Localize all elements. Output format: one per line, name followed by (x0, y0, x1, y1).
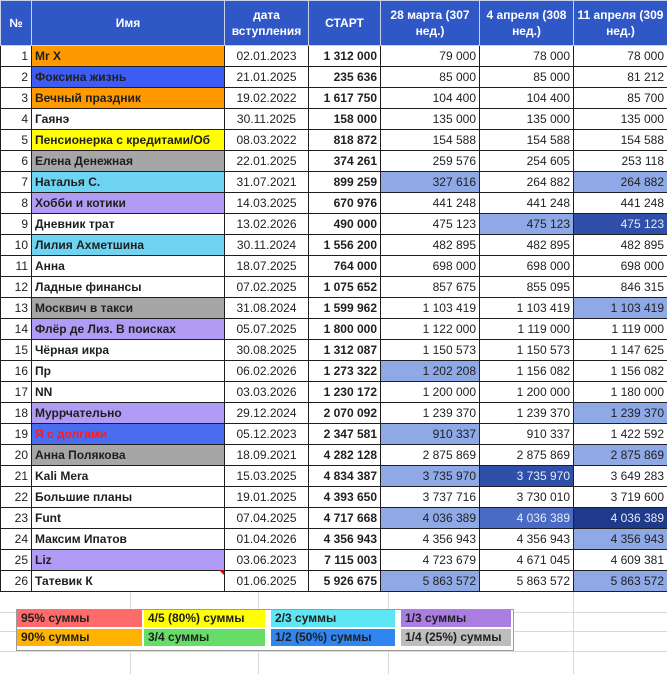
table-row (1, 235, 667, 256)
week-308-cell[interactable]: 78 000 (480, 46, 574, 67)
start-cell[interactable]: 4 717 668 (309, 508, 381, 529)
week-309-cell[interactable]: 253 118 (574, 151, 667, 172)
legend-item: 1/4 (25%) суммы (401, 629, 511, 646)
name-cell[interactable]: Москвич в такси (32, 298, 225, 319)
week-309-cell[interactable]: 4 036 389 (574, 508, 667, 529)
join-date-cell[interactable]: 07.04.2025 (225, 508, 309, 529)
week-307-cell[interactable]: 135 000 (381, 109, 480, 130)
join-date-cell[interactable]: 22.01.2025 (225, 151, 309, 172)
name-cell[interactable]: Лилия Ахметшина (32, 235, 225, 256)
start-cell[interactable]: 2 070 092 (309, 403, 381, 424)
row-number-cell[interactable]: 14 (1, 319, 32, 340)
week-307-cell[interactable]: 1 150 573 (381, 340, 480, 361)
week-308-cell[interactable]: 85 000 (480, 67, 574, 88)
table-body (1, 46, 667, 592)
name-cell[interactable]: Liz (32, 550, 225, 571)
table-row (1, 172, 667, 193)
name-cell[interactable]: Елена Денежная (32, 151, 225, 172)
row-number-cell[interactable]: 3 (1, 88, 32, 109)
start-cell[interactable]: 374 261 (309, 151, 381, 172)
name-cell[interactable]: Kali Mera (32, 466, 225, 487)
start-cell[interactable]: 1 075 652 (309, 277, 381, 298)
week-307-cell[interactable]: 79 000 (381, 46, 480, 67)
week-307-cell[interactable]: 1 103 419 (381, 298, 480, 319)
table-row (1, 424, 667, 445)
name-cell[interactable]: Ладные финансы (32, 277, 225, 298)
row-number-cell[interactable]: 13 (1, 298, 32, 319)
row-number-cell[interactable]: 8 (1, 193, 32, 214)
week-308-cell[interactable]: 1 156 082 (480, 361, 574, 382)
row-number-cell[interactable]: 9 (1, 214, 32, 235)
row-number-cell[interactable]: 21 (1, 466, 32, 487)
join-date-cell[interactable]: 03.03.2026 (225, 382, 309, 403)
start-cell[interactable]: 1 273 322 (309, 361, 381, 382)
name-cell[interactable]: Муррчательно (32, 403, 225, 424)
start-cell[interactable]: 1 312 000 (309, 46, 381, 67)
join-date-cell[interactable]: 02.01.2023 (225, 46, 309, 67)
legend-item: 2/3 суммы (271, 610, 395, 627)
row-number-cell[interactable]: 25 (1, 550, 32, 571)
join-date-cell[interactable]: 30.11.2024 (225, 235, 309, 256)
header-week-307[interactable]: 28 марта (307 нед.) (381, 1, 480, 46)
join-date-cell[interactable]: 14.03.2025 (225, 193, 309, 214)
start-cell[interactable]: 899 259 (309, 172, 381, 193)
table-row (1, 529, 667, 550)
table-row (1, 487, 667, 508)
start-cell[interactable]: 2 347 581 (309, 424, 381, 445)
name-cell[interactable]: Наталья С. (32, 172, 225, 193)
week-307-cell[interactable]: 4 356 943 (381, 529, 480, 550)
grid-line (573, 592, 574, 674)
week-309-cell[interactable]: 4 356 943 (574, 529, 667, 550)
week-309-cell[interactable]: 846 315 (574, 277, 667, 298)
table-row (1, 46, 667, 67)
table-row (1, 445, 667, 466)
week-308-cell[interactable]: 1 119 000 (480, 319, 574, 340)
week-309-cell[interactable]: 81 212 (574, 67, 667, 88)
week-308-cell[interactable]: 3 735 970 (480, 466, 574, 487)
week-307-cell[interactable]: 259 576 (381, 151, 480, 172)
join-date-cell[interactable]: 05.07.2025 (225, 319, 309, 340)
row-number-cell[interactable]: 1 (1, 46, 32, 67)
join-date-cell[interactable]: 31.08.2024 (225, 298, 309, 319)
name-cell[interactable]: Mr X (32, 46, 225, 67)
week-307-cell[interactable]: 85 000 (381, 67, 480, 88)
week-308-cell[interactable]: 5 863 572 (480, 571, 574, 592)
start-cell[interactable]: 1 617 750 (309, 88, 381, 109)
row-number-cell[interactable]: 24 (1, 529, 32, 550)
start-cell[interactable]: 5 926 675 (309, 571, 381, 592)
week-307-cell[interactable]: 1 239 370 (381, 403, 480, 424)
row-number-cell[interactable]: 7 (1, 172, 32, 193)
start-cell[interactable]: 1 230 172 (309, 382, 381, 403)
week-309-cell[interactable]: 482 895 (574, 235, 667, 256)
start-cell[interactable]: 1 800 000 (309, 319, 381, 340)
week-307-cell[interactable]: 1 200 000 (381, 382, 480, 403)
join-date-cell[interactable]: 29.12.2024 (225, 403, 309, 424)
join-date-cell[interactable]: 19.01.2025 (225, 487, 309, 508)
row-number-cell[interactable]: 16 (1, 361, 32, 382)
week-308-cell[interactable]: 3 730 010 (480, 487, 574, 508)
join-date-cell[interactable]: 01.04.2026 (225, 529, 309, 550)
table-row (1, 193, 667, 214)
table-row (1, 256, 667, 277)
week-309-cell[interactable]: 698 000 (574, 256, 667, 277)
week-307-cell[interactable]: 327 616 (381, 172, 480, 193)
join-date-cell[interactable]: 05.12.2023 (225, 424, 309, 445)
legend-item: 95% суммы (17, 610, 142, 627)
week-309-cell[interactable]: 441 248 (574, 193, 667, 214)
name-cell[interactable]: Дневник трат (32, 214, 225, 235)
start-cell[interactable]: 764 000 (309, 256, 381, 277)
join-date-cell[interactable]: 30.08.2025 (225, 340, 309, 361)
name-cell[interactable]: Анна Полякова (32, 445, 225, 466)
start-cell[interactable]: 4 834 387 (309, 466, 381, 487)
row-number-cell[interactable]: 5 (1, 130, 32, 151)
table-row (1, 298, 667, 319)
name-cell[interactable]: Татевик К (32, 571, 225, 592)
week-309-cell[interactable]: 1 119 000 (574, 319, 667, 340)
header-week-308[interactable]: 4 апреля (308 нед.) (480, 1, 574, 46)
join-date-cell[interactable]: 21.01.2025 (225, 67, 309, 88)
legend-item: 3/4 суммы (144, 629, 265, 646)
week-308-cell[interactable]: 1 239 370 (480, 403, 574, 424)
row-number-cell[interactable]: 18 (1, 403, 32, 424)
start-cell[interactable]: 4 393 650 (309, 487, 381, 508)
table-row (1, 130, 667, 151)
week-307-cell[interactable]: 475 123 (381, 214, 480, 235)
week-308-cell[interactable]: 2 875 869 (480, 445, 574, 466)
week-309-cell[interactable]: 2 875 869 (574, 445, 667, 466)
start-cell[interactable]: 235 636 (309, 67, 381, 88)
join-date-cell[interactable]: 15.03.2025 (225, 466, 309, 487)
week-307-cell[interactable]: 1 202 208 (381, 361, 480, 382)
name-cell[interactable]: Флёр де Лиз. В поисках (32, 319, 225, 340)
week-308-cell[interactable]: 1 103 419 (480, 298, 574, 319)
join-date-cell[interactable]: 03.06.2023 (225, 550, 309, 571)
table-row (1, 550, 667, 571)
week-308-cell[interactable]: 104 400 (480, 88, 574, 109)
start-cell[interactable]: 4 282 128 (309, 445, 381, 466)
table-row (1, 109, 667, 130)
header-number[interactable]: № (1, 1, 32, 46)
week-308-cell[interactable]: 698 000 (480, 256, 574, 277)
legend-item: 90% суммы (17, 629, 142, 646)
header-row (1, 1, 667, 46)
week-308-cell[interactable]: 254 605 (480, 151, 574, 172)
week-307-cell[interactable]: 1 122 000 (381, 319, 480, 340)
header-join-date[interactable]: дата вступления (225, 1, 309, 46)
week-309-cell[interactable]: 1 180 000 (574, 382, 667, 403)
join-date-cell[interactable]: 08.03.2022 (225, 130, 309, 151)
start-cell[interactable]: 7 115 003 (309, 550, 381, 571)
join-date-cell[interactable]: 06.02.2026 (225, 361, 309, 382)
row-number-cell[interactable]: 19 (1, 424, 32, 445)
legend-item: 1/2 (50%) суммы (271, 629, 395, 646)
week-307-cell[interactable]: 4 723 679 (381, 550, 480, 571)
join-date-cell[interactable]: 18.09.2021 (225, 445, 309, 466)
row-number-cell[interactable]: 12 (1, 277, 32, 298)
table-row (1, 151, 667, 172)
header-name[interactable]: Имя (32, 1, 225, 46)
name-cell[interactable]: Я с долгами (32, 424, 225, 445)
table-row (1, 214, 667, 235)
name-cell[interactable]: NN (32, 382, 225, 403)
start-cell[interactable]: 818 872 (309, 130, 381, 151)
week-309-cell[interactable]: 264 882 (574, 172, 667, 193)
week-309-cell[interactable]: 3 719 600 (574, 487, 667, 508)
week-308-cell[interactable]: 482 895 (480, 235, 574, 256)
name-cell[interactable]: Пр (32, 361, 225, 382)
start-cell[interactable]: 158 000 (309, 109, 381, 130)
week-309-cell[interactable]: 135 000 (574, 109, 667, 130)
name-cell[interactable]: Пенсионерка с кредитами/Об (32, 130, 225, 151)
week-308-cell[interactable]: 154 588 (480, 130, 574, 151)
header-start[interactable]: СТАРТ (309, 1, 381, 46)
week-309-cell[interactable]: 1 239 370 (574, 403, 667, 424)
week-309-cell[interactable]: 154 588 (574, 130, 667, 151)
start-cell[interactable]: 1 312 087 (309, 340, 381, 361)
start-cell[interactable]: 4 356 943 (309, 529, 381, 550)
table-row (1, 88, 667, 109)
week-308-cell[interactable]: 910 337 (480, 424, 574, 445)
week-308-cell[interactable]: 4 671 045 (480, 550, 574, 571)
start-cell[interactable]: 1 599 962 (309, 298, 381, 319)
legend-item: 4/5 (80%) суммы (144, 610, 265, 627)
week-308-cell[interactable]: 855 095 (480, 277, 574, 298)
name-cell[interactable]: Вечный праздник (32, 88, 225, 109)
week-309-cell[interactable]: 1 156 082 (574, 361, 667, 382)
name-cell[interactable]: Гаянэ (32, 109, 225, 130)
grid-line (0, 651, 667, 652)
week-307-cell[interactable]: 3 735 970 (381, 466, 480, 487)
row-number-cell[interactable]: 23 (1, 508, 32, 529)
week-308-cell[interactable]: 475 123 (480, 214, 574, 235)
week-309-cell[interactable]: 1 147 625 (574, 340, 667, 361)
week-307-cell[interactable]: 857 675 (381, 277, 480, 298)
start-cell[interactable]: 490 000 (309, 214, 381, 235)
table-row (1, 403, 667, 424)
week-308-cell[interactable]: 135 000 (480, 109, 574, 130)
table-row (1, 571, 667, 592)
name-cell[interactable]: Анна (32, 256, 225, 277)
week-309-cell[interactable]: 4 609 381 (574, 550, 667, 571)
name-cell[interactable]: Максим Ипатов (32, 529, 225, 550)
table-row (1, 466, 667, 487)
row-number-cell[interactable]: 15 (1, 340, 32, 361)
table-row (1, 67, 667, 88)
week-307-cell[interactable]: 154 588 (381, 130, 480, 151)
legend-item: 1/3 суммы (401, 610, 511, 627)
join-date-cell[interactable]: 01.06.2025 (225, 571, 309, 592)
week-307-cell[interactable]: 4 036 389 (381, 508, 480, 529)
start-cell[interactable]: 1 556 200 (309, 235, 381, 256)
table-row (1, 319, 667, 340)
join-date-cell[interactable]: 18.07.2025 (225, 256, 309, 277)
header-week-309[interactable]: 11 апреля (309 нед.) (574, 1, 667, 46)
week-307-cell[interactable]: 3 737 716 (381, 487, 480, 508)
table-row (1, 361, 667, 382)
row-number-cell[interactable]: 10 (1, 235, 32, 256)
row-number-cell[interactable]: 2 (1, 67, 32, 88)
week-307-cell[interactable]: 698 000 (381, 256, 480, 277)
week-309-cell[interactable]: 5 863 572 (574, 571, 667, 592)
week-307-cell[interactable]: 104 400 (381, 88, 480, 109)
week-309-cell[interactable]: 1 422 592 (574, 424, 667, 445)
name-cell[interactable]: Фоксина жизнь (32, 67, 225, 88)
week-307-cell[interactable]: 2 875 869 (381, 445, 480, 466)
name-cell[interactable]: Хобби и котики (32, 193, 225, 214)
join-date-cell[interactable]: 30.11.2025 (225, 109, 309, 130)
color-legend (16, 609, 514, 651)
join-date-cell[interactable]: 31.07.2021 (225, 172, 309, 193)
week-307-cell[interactable]: 441 248 (381, 193, 480, 214)
week-309-cell[interactable]: 85 700 (574, 88, 667, 109)
week-309-cell[interactable]: 78 000 (574, 46, 667, 67)
row-number-cell[interactable]: 11 (1, 256, 32, 277)
row-number-cell[interactable]: 20 (1, 445, 32, 466)
row-number-cell[interactable]: 22 (1, 487, 32, 508)
join-date-cell[interactable]: 13.02.2026 (225, 214, 309, 235)
comment-indicator-icon[interactable] (219, 570, 224, 575)
name-cell[interactable]: Funt (32, 508, 225, 529)
table-row (1, 340, 667, 361)
name-cell[interactable]: Большие планы (32, 487, 225, 508)
week-308-cell[interactable]: 4 036 389 (480, 508, 574, 529)
week-309-cell[interactable]: 475 123 (574, 214, 667, 235)
table-row (1, 508, 667, 529)
week-307-cell[interactable]: 5 863 572 (381, 571, 480, 592)
row-number-cell[interactable]: 6 (1, 151, 32, 172)
name-cell[interactable]: Чёрная икра (32, 340, 225, 361)
join-date-cell[interactable]: 19.02.2022 (225, 88, 309, 109)
week-308-cell[interactable]: 264 882 (480, 172, 574, 193)
week-307-cell[interactable]: 482 895 (381, 235, 480, 256)
table-row (1, 382, 667, 403)
week-309-cell[interactable]: 1 103 419 (574, 298, 667, 319)
row-number-cell[interactable]: 17 (1, 382, 32, 403)
table-row (1, 277, 667, 298)
row-number-cell[interactable]: 4 (1, 109, 32, 130)
week-308-cell[interactable]: 441 248 (480, 193, 574, 214)
week-307-cell[interactable]: 910 337 (381, 424, 480, 445)
week-308-cell[interactable]: 1 150 573 (480, 340, 574, 361)
week-308-cell[interactable]: 1 200 000 (480, 382, 574, 403)
row-number-cell[interactable]: 26 (1, 571, 32, 592)
week-308-cell[interactable]: 4 356 943 (480, 529, 574, 550)
week-309-cell[interactable]: 3 649 283 (574, 466, 667, 487)
start-cell[interactable]: 670 976 (309, 193, 381, 214)
join-date-cell[interactable]: 07.02.2025 (225, 277, 309, 298)
